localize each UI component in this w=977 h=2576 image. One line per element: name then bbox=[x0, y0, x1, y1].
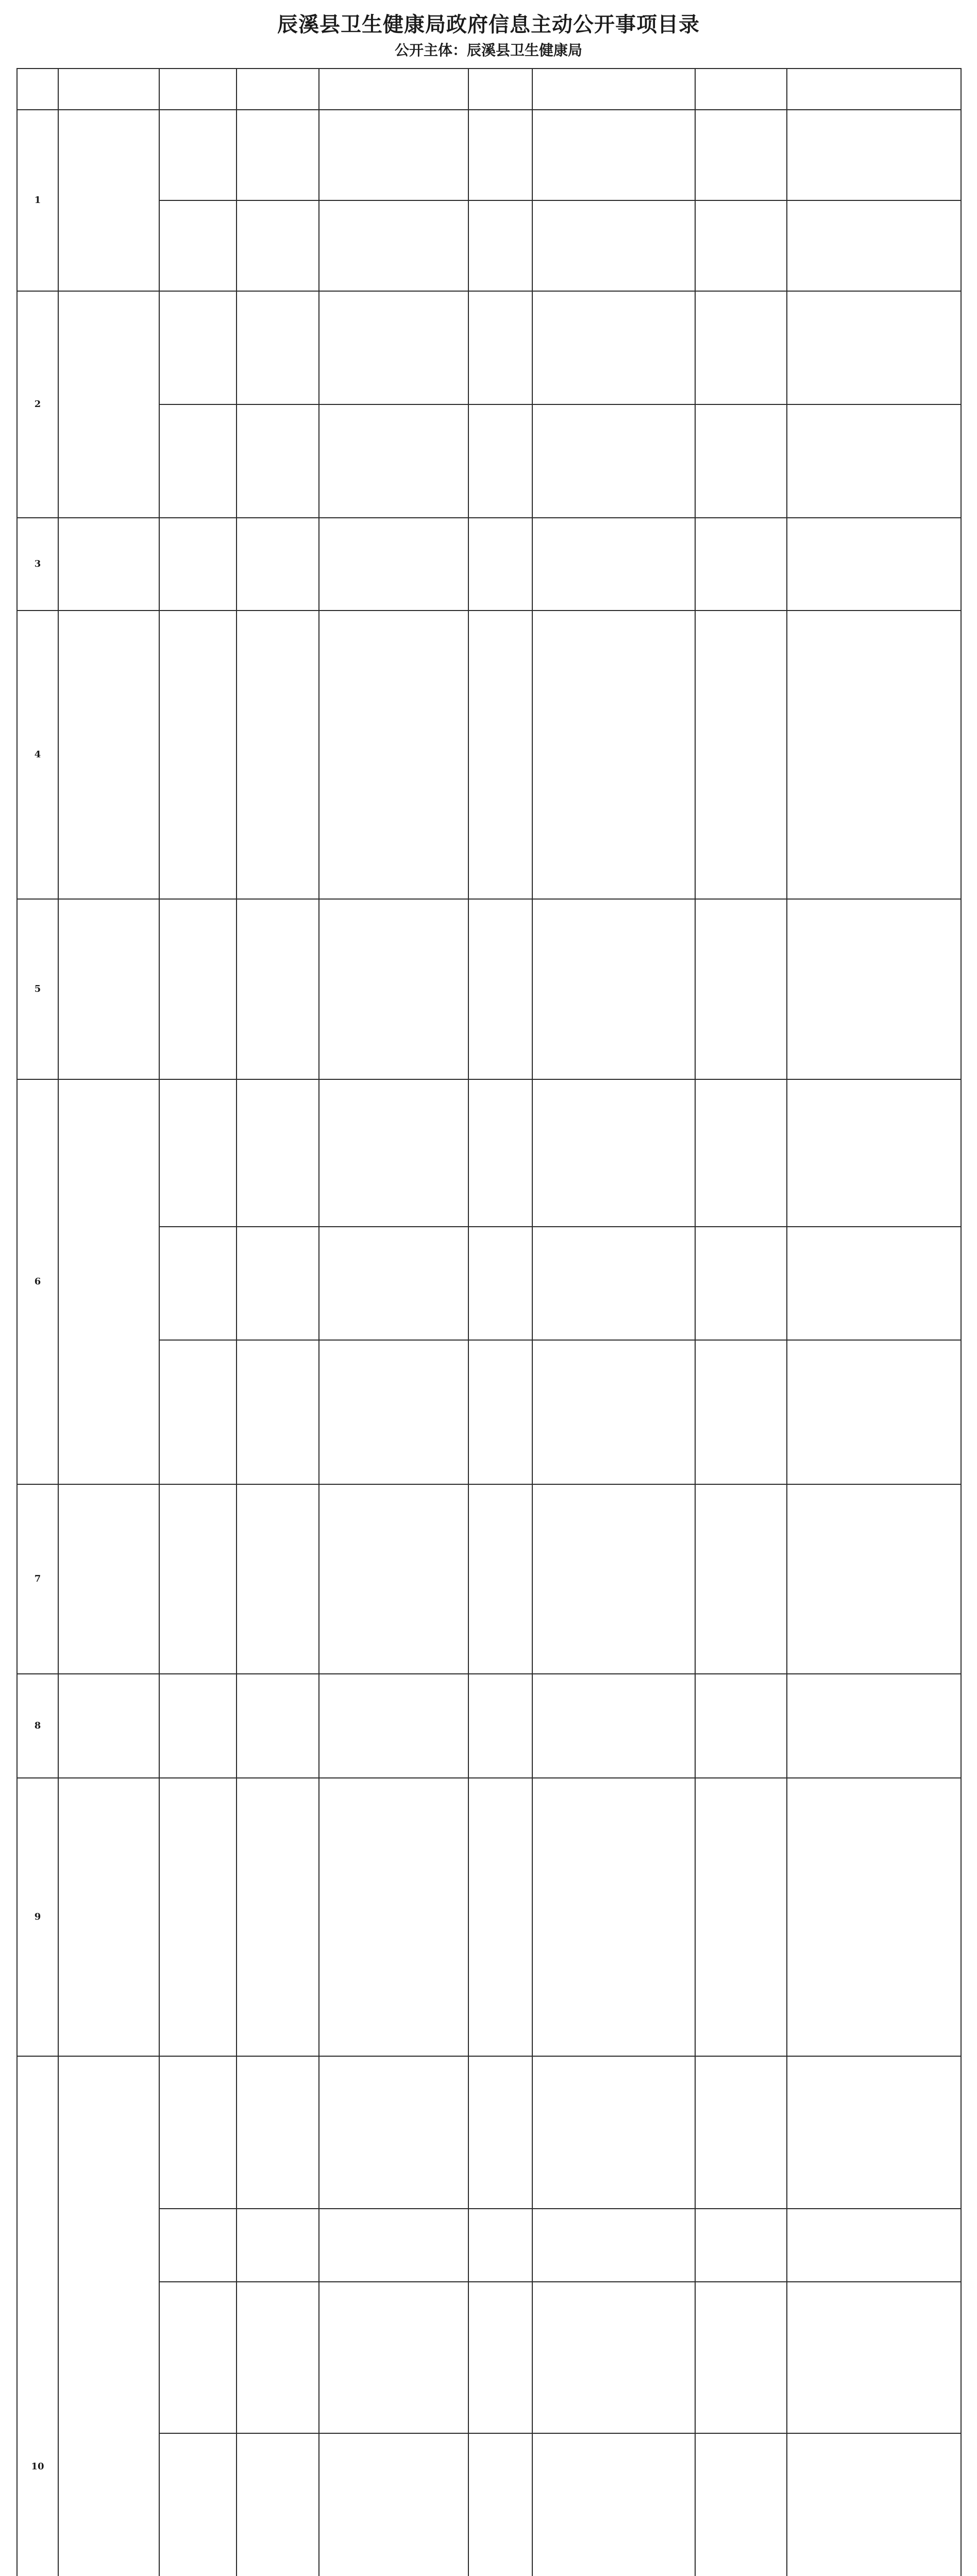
duty-cell bbox=[695, 1340, 787, 1484]
table-row bbox=[17, 1484, 961, 1674]
period-cell bbox=[532, 1227, 695, 1340]
item-name-cell bbox=[159, 404, 237, 518]
link-cell[interactable] bbox=[787, 518, 961, 611]
header-content bbox=[237, 69, 319, 110]
basis-cell bbox=[319, 899, 468, 1079]
duty-cell bbox=[695, 1227, 787, 1340]
channel-cell bbox=[468, 2209, 532, 2282]
disclosure-catalog-table bbox=[16, 68, 962, 2576]
period-cell bbox=[532, 1484, 695, 1674]
item-name-cell bbox=[159, 200, 237, 291]
link-cell[interactable] bbox=[787, 404, 961, 518]
content-cell bbox=[237, 611, 319, 899]
table-row bbox=[17, 611, 961, 899]
header-basis bbox=[319, 69, 468, 110]
duty-cell bbox=[695, 1778, 787, 2056]
channel-cell bbox=[468, 1079, 532, 1227]
content-cell bbox=[237, 404, 319, 518]
item-name-cell bbox=[159, 1674, 237, 1778]
category-cell bbox=[58, 2056, 159, 2576]
category-cell bbox=[58, 1778, 159, 2056]
period-cell bbox=[532, 1778, 695, 2056]
item-name-cell bbox=[159, 899, 237, 1079]
duty-cell bbox=[695, 291, 787, 404]
channel-cell bbox=[468, 1227, 532, 1340]
basis-cell bbox=[319, 2209, 468, 2282]
seq-cell: 6 bbox=[17, 1079, 58, 1484]
duty-cell bbox=[695, 2282, 787, 2433]
seq-cell: 9 bbox=[17, 1778, 58, 2056]
basis-cell bbox=[319, 200, 468, 291]
seq-cell: 4 bbox=[17, 611, 58, 899]
period-cell bbox=[532, 1674, 695, 1778]
basis-cell bbox=[319, 1778, 468, 2056]
category-cell bbox=[58, 611, 159, 899]
seq-cell: 8 bbox=[17, 1674, 58, 1778]
period-cell bbox=[532, 1079, 695, 1227]
table-row bbox=[17, 2056, 961, 2209]
content-cell bbox=[237, 2056, 319, 2209]
channel-cell bbox=[468, 1778, 532, 2056]
channel-cell bbox=[468, 404, 532, 518]
channel-cell bbox=[468, 899, 532, 1079]
channel-cell bbox=[468, 518, 532, 611]
content-cell bbox=[237, 1778, 319, 2056]
channel-cell bbox=[468, 1484, 532, 1674]
link-cell[interactable] bbox=[787, 2282, 961, 2433]
duty-cell bbox=[695, 1484, 787, 1674]
period-cell bbox=[532, 291, 695, 404]
duty-cell bbox=[695, 1079, 787, 1227]
channel-cell bbox=[468, 1674, 532, 1778]
duty-cell bbox=[695, 2209, 787, 2282]
duty-cell bbox=[695, 1674, 787, 1778]
content-cell bbox=[237, 1340, 319, 1484]
link-cell[interactable] bbox=[787, 899, 961, 1079]
duty-cell bbox=[695, 899, 787, 1079]
table-row bbox=[17, 1778, 961, 2056]
table-row bbox=[17, 291, 961, 404]
content-cell bbox=[237, 200, 319, 291]
link-cell[interactable] bbox=[787, 2209, 961, 2282]
header-duty bbox=[695, 69, 787, 110]
link-cell[interactable] bbox=[787, 200, 961, 291]
period-cell bbox=[532, 2433, 695, 2576]
basis-cell bbox=[319, 2282, 468, 2433]
header-period bbox=[532, 69, 695, 110]
basis-cell bbox=[319, 2433, 468, 2576]
content-cell bbox=[237, 899, 319, 1079]
period-cell bbox=[532, 110, 695, 200]
header-item-name bbox=[159, 69, 237, 110]
duty-cell bbox=[695, 110, 787, 200]
content-cell bbox=[237, 1227, 319, 1340]
duty-cell bbox=[695, 2433, 787, 2576]
header-seq bbox=[17, 69, 58, 110]
period-cell bbox=[532, 518, 695, 611]
duty-cell bbox=[695, 518, 787, 611]
header-link bbox=[787, 69, 961, 110]
item-name-cell bbox=[159, 110, 237, 200]
period-cell bbox=[532, 1340, 695, 1484]
catalog-body bbox=[17, 110, 961, 2576]
basis-cell bbox=[319, 611, 468, 899]
duty-cell bbox=[695, 2056, 787, 2209]
item-name-cell bbox=[159, 1340, 237, 1484]
seq-cell: 10 bbox=[17, 2056, 58, 2576]
period-cell bbox=[532, 2056, 695, 2209]
basis-cell bbox=[319, 1079, 468, 1227]
item-name-cell bbox=[159, 1227, 237, 1340]
basis-cell bbox=[319, 1340, 468, 1484]
basis-cell bbox=[319, 518, 468, 611]
period-cell bbox=[532, 2209, 695, 2282]
duty-cell bbox=[695, 200, 787, 291]
category-cell bbox=[58, 110, 159, 291]
item-name-cell bbox=[159, 1079, 237, 1227]
category-cell bbox=[58, 1674, 159, 1778]
link-cell[interactable] bbox=[787, 2433, 961, 2576]
seq-cell: 2 bbox=[17, 291, 58, 518]
category-cell bbox=[58, 518, 159, 611]
basis-cell bbox=[319, 1674, 468, 1778]
period-cell bbox=[532, 2282, 695, 2433]
category-cell bbox=[58, 899, 159, 1079]
channel-cell bbox=[468, 611, 532, 899]
link-cell[interactable] bbox=[787, 291, 961, 404]
link-cell[interactable] bbox=[787, 1340, 961, 1484]
link-cell[interactable] bbox=[787, 1227, 961, 1340]
item-name-cell bbox=[159, 291, 237, 404]
content-cell bbox=[237, 2282, 319, 2433]
seq-cell: 5 bbox=[17, 899, 58, 1079]
link-cell[interactable] bbox=[787, 1079, 961, 1227]
link-cell[interactable] bbox=[787, 1778, 961, 2056]
table-row bbox=[17, 1674, 961, 1778]
table-header-row bbox=[17, 69, 961, 110]
content-cell bbox=[237, 2433, 319, 2576]
table-row bbox=[17, 1079, 961, 1227]
table-row bbox=[17, 899, 961, 1079]
channel-cell bbox=[468, 291, 532, 404]
item-name-cell bbox=[159, 518, 237, 611]
item-name-cell bbox=[159, 2209, 237, 2282]
item-name-cell bbox=[159, 2433, 237, 2576]
content-cell bbox=[237, 1484, 319, 1674]
period-cell bbox=[532, 611, 695, 899]
category-cell bbox=[58, 291, 159, 518]
header-category bbox=[58, 69, 159, 110]
basis-cell bbox=[319, 2056, 468, 2209]
period-cell bbox=[532, 200, 695, 291]
period-cell bbox=[532, 899, 695, 1079]
basis-cell bbox=[319, 1484, 468, 1674]
item-name-cell bbox=[159, 611, 237, 899]
content-cell bbox=[237, 110, 319, 200]
duty-cell bbox=[695, 404, 787, 518]
link-cell[interactable] bbox=[787, 1674, 961, 1778]
seq-cell: 1 bbox=[17, 110, 58, 291]
seq-cell: 7 bbox=[17, 1484, 58, 1674]
item-name-cell bbox=[159, 1484, 237, 1674]
publisher-subtitle: 公开主体：辰溪县卫生健康局 bbox=[394, 42, 582, 59]
table-row bbox=[17, 110, 961, 200]
channel-cell bbox=[468, 2056, 532, 2209]
channel-cell bbox=[468, 1340, 532, 1484]
link-cell[interactable] bbox=[787, 1484, 961, 1674]
channel-cell bbox=[468, 2433, 532, 2576]
content-cell bbox=[237, 2209, 319, 2282]
content-cell bbox=[237, 1079, 319, 1227]
item-name-cell bbox=[159, 2056, 237, 2209]
link-cell[interactable] bbox=[787, 110, 961, 200]
content-cell bbox=[237, 518, 319, 611]
basis-cell bbox=[319, 291, 468, 404]
channel-cell bbox=[468, 200, 532, 291]
channel-cell bbox=[468, 110, 532, 200]
document-title: 辰溪县卫生健康局政府信息主动公开事项目录 bbox=[277, 12, 700, 37]
period-cell bbox=[532, 404, 695, 518]
link-cell[interactable] bbox=[787, 2056, 961, 2209]
duty-cell bbox=[695, 611, 787, 899]
category-cell bbox=[58, 1079, 159, 1484]
basis-cell bbox=[319, 404, 468, 518]
table-row bbox=[17, 518, 961, 611]
seq-cell: 3 bbox=[17, 518, 58, 611]
content-cell bbox=[237, 1674, 319, 1778]
link-cell[interactable] bbox=[787, 611, 961, 899]
basis-cell bbox=[319, 1227, 468, 1340]
content-cell bbox=[237, 291, 319, 404]
channel-cell bbox=[468, 2282, 532, 2433]
category-cell bbox=[58, 1484, 159, 1674]
header-channel bbox=[468, 69, 532, 110]
item-name-cell bbox=[159, 2282, 237, 2433]
item-name-cell bbox=[159, 1778, 237, 2056]
basis-cell bbox=[319, 110, 468, 200]
